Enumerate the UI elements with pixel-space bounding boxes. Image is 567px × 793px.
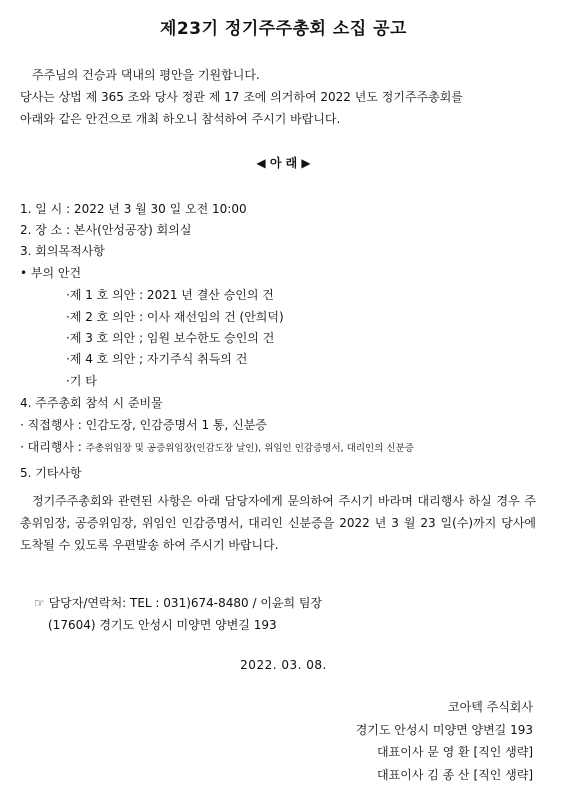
company-name: 코아텍 주식회사 bbox=[448, 700, 533, 714]
proxy-label: · 대리행사 : bbox=[20, 440, 86, 454]
proxy-detail: 주총위임장 및 공증위임장(인감도장 날인), 위임인 인감증명서, 대리인의 신분증 bbox=[85, 443, 414, 454]
agenda-item: ·제 3 호 의안 ; 임원 보수한도 승인의 건 bbox=[66, 331, 275, 345]
ceo-signature-1: 대표이사 문 영 환 [직인 생략] bbox=[377, 745, 533, 759]
item-materials: 4. 주주총회 참석 시 준비물 bbox=[20, 396, 163, 410]
ceo-signature-2: 대표이사 김 종 산 [직인 생략] bbox=[377, 768, 533, 782]
item-proxy bbox=[20, 438, 414, 455]
contact-line-1: ☞ 담당자/연락처: TEL : 031)674-8480 / 이윤희 팀장 bbox=[34, 596, 323, 610]
page-title: 제23기 정기주주총회 소집 공고 bbox=[160, 19, 407, 39]
item-date: 1. 일 시 : 2022 년 3 월 30 일 오전 10:00 bbox=[20, 202, 247, 216]
item-purpose: 3. 회의목적사항 bbox=[20, 244, 105, 258]
item-place: 2. 장 소 : 본사(안성공장) 회의실 bbox=[20, 223, 192, 237]
agenda-item: ·제 2 호 의안 : 이사 재선임의 건 (안희덕) bbox=[66, 310, 284, 324]
contact-line-2: (17604) 경기도 안성시 미양면 양변길 193 bbox=[48, 618, 277, 632]
notice-paragraph: 정기주주총회와 관련된 사항은 아래 담당자에게 문의하여 주시기 바라며 대리행사 하실 경우 주총위임장, 공증위임장, 위임인 인감증명서, 대리인 신분증을 2022 년 3 월 23 일(수)까지 당사에 도착될 수 있도록 우편발송 하여 주시기 바랍니다. bbox=[20, 494, 536, 552]
agenda-heading: • 부의 안건 bbox=[20, 266, 82, 280]
company-address: 경기도 안성시 미양면 양변길 193 bbox=[355, 723, 533, 737]
intro-line-2: 아래와 같은 안건으로 개최 하오니 참석하여 주시기 바랍니다. bbox=[20, 112, 341, 126]
greeting-text: 주주님의 건승과 댁내의 평안을 기원합니다. bbox=[32, 68, 260, 82]
agenda-item: ·제 1 호 의안 : 2021 년 결산 승인의 건 bbox=[66, 288, 274, 302]
item-other: 5. 기타사항 bbox=[20, 466, 82, 480]
agenda-item: ·기 타 bbox=[66, 374, 97, 388]
section-heading: ◀ 아 래 ▶ bbox=[256, 156, 311, 170]
item-direct: · 직접행사 : 인감도장, 인감증명서 1 통, 신분증 bbox=[20, 418, 267, 432]
agenda-item: ·제 4 호 의안 ; 자기주식 취득의 건 bbox=[66, 352, 248, 366]
notice-date: 2022. 03. 08. bbox=[240, 658, 327, 672]
intro-line-1: 당사는 상법 제 365 조와 당사 정관 제 17 조에 의거하여 2022 년도 정기주주총회를 bbox=[20, 90, 463, 104]
